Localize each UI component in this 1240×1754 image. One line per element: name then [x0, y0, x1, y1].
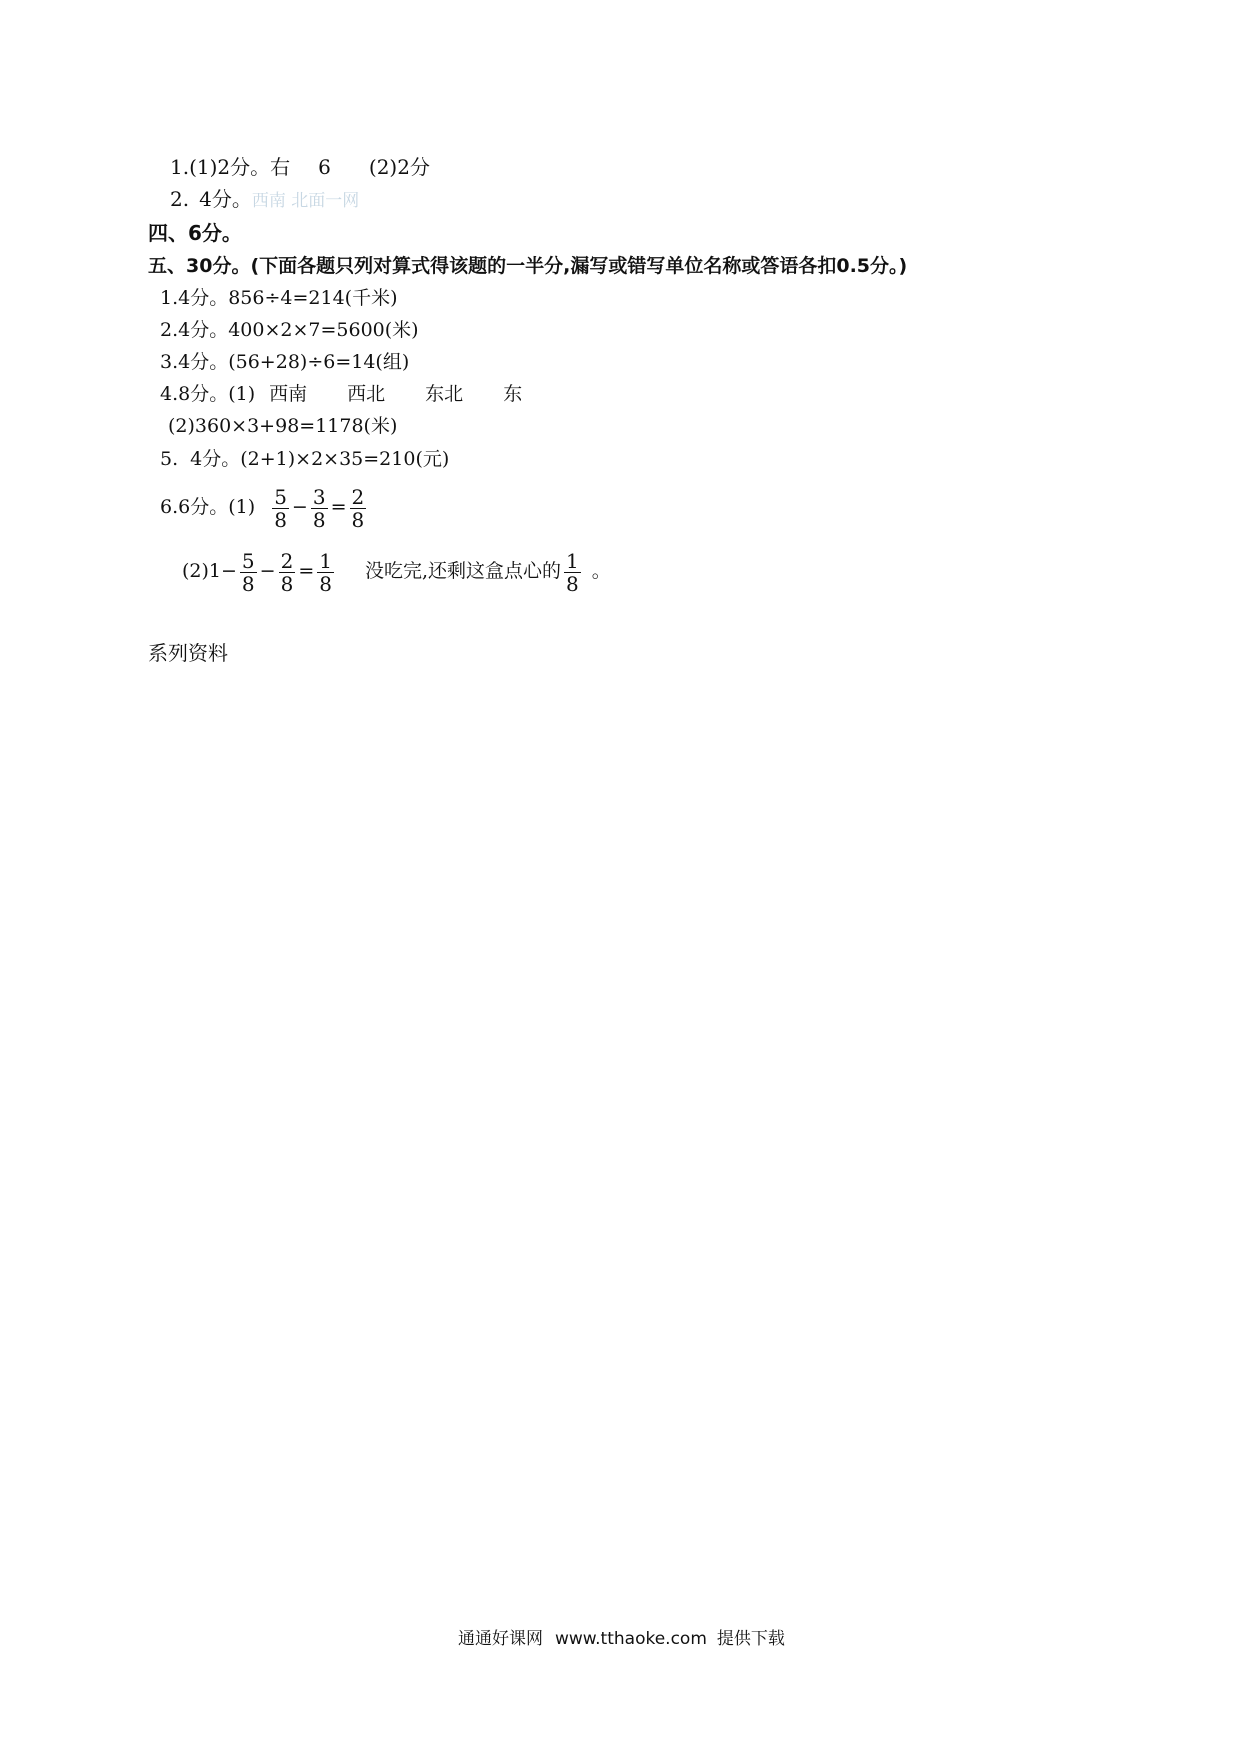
fraction: $\frac{1}{8}$ [566, 548, 579, 596]
footer-site: 通通好课网 [458, 1629, 543, 1649]
page-footer [458, 1626, 785, 1652]
answer-5-3 [160, 349, 409, 375]
series-note: 系列资料 [148, 641, 228, 665]
item-label: 1.4分。 [160, 287, 229, 309]
item-number: 1. [170, 155, 190, 179]
answer-number: 6 [318, 155, 331, 179]
direction-1: 西南 [269, 383, 308, 405]
answer-word: 右 [270, 155, 291, 179]
fraction: $\frac{5}{8}$ [241, 548, 255, 596]
answer-5-4 [160, 381, 522, 407]
item-label: 6.6分。(1) [160, 496, 256, 518]
item-formula: (56+28)÷6=14(组) [228, 351, 410, 373]
fraction: $\frac{3}{8}$ [312, 484, 326, 532]
fraction: $\frac{2}{8}$ [280, 548, 294, 596]
item-part2: (2)2分 [368, 155, 430, 179]
fraction: $\frac{2}{8}$ [351, 484, 365, 532]
answer-text: 没吃完,还剩这盒点心的 [364, 560, 562, 582]
fraction: $\frac{5}{8}$ [274, 484, 287, 532]
item-formula: 400×2×7=5600(米) [228, 319, 419, 341]
item-formula: 856÷4=214(千米) [228, 287, 398, 309]
end-mark: 。 [591, 560, 611, 582]
item-part1: (1)2分。 [189, 155, 271, 179]
answer-5-4-part2: (2)360×3+98=1178(米) [168, 415, 398, 437]
footer-url: www.tthaoke.com [555, 1629, 707, 1649]
item-label: 4.8分。 [160, 383, 229, 405]
part-prefix: (2)1− [182, 560, 237, 582]
direction-3: 东北 [425, 383, 464, 405]
minus-sign: − [291, 496, 308, 518]
answer-5-1 [160, 285, 398, 311]
item-label: 3.4分。 [160, 351, 229, 373]
answer-3-2 [170, 186, 359, 214]
direction-2: 西北 [347, 383, 386, 405]
section-4-heading: 四、6分。 [148, 221, 242, 245]
item-part: (1) [228, 383, 256, 405]
item-label: 2.4分。 [160, 319, 229, 341]
fraction: $\frac{1}{8}$ [319, 548, 332, 596]
item-text: 4分。 [199, 187, 252, 211]
answer-3-1 [170, 154, 430, 180]
footer-suffix: 提供下载 [716, 1629, 785, 1649]
direction-4: 东 [503, 383, 523, 405]
equals-sign: = [330, 496, 347, 518]
answer-5-6-part1 [160, 482, 369, 532]
answer-5-5 [160, 446, 449, 472]
answer-5-6-part2 [182, 546, 611, 596]
faint-text: 西南 北面一网 [251, 191, 360, 211]
answer-5-2 [160, 317, 419, 343]
item-label: 5. [160, 448, 179, 470]
equals-sign: = [298, 560, 315, 582]
item-formula: 4分。(2+1)×2×35=210(元) [190, 448, 450, 470]
section-5-heading: 五、30分。(下面各题只列对算式得该题的一半分,漏写或错写单位名称或答语各扣0.5分。) [148, 255, 908, 277]
item-number: 2. [170, 187, 190, 211]
minus-sign: − [259, 560, 276, 582]
